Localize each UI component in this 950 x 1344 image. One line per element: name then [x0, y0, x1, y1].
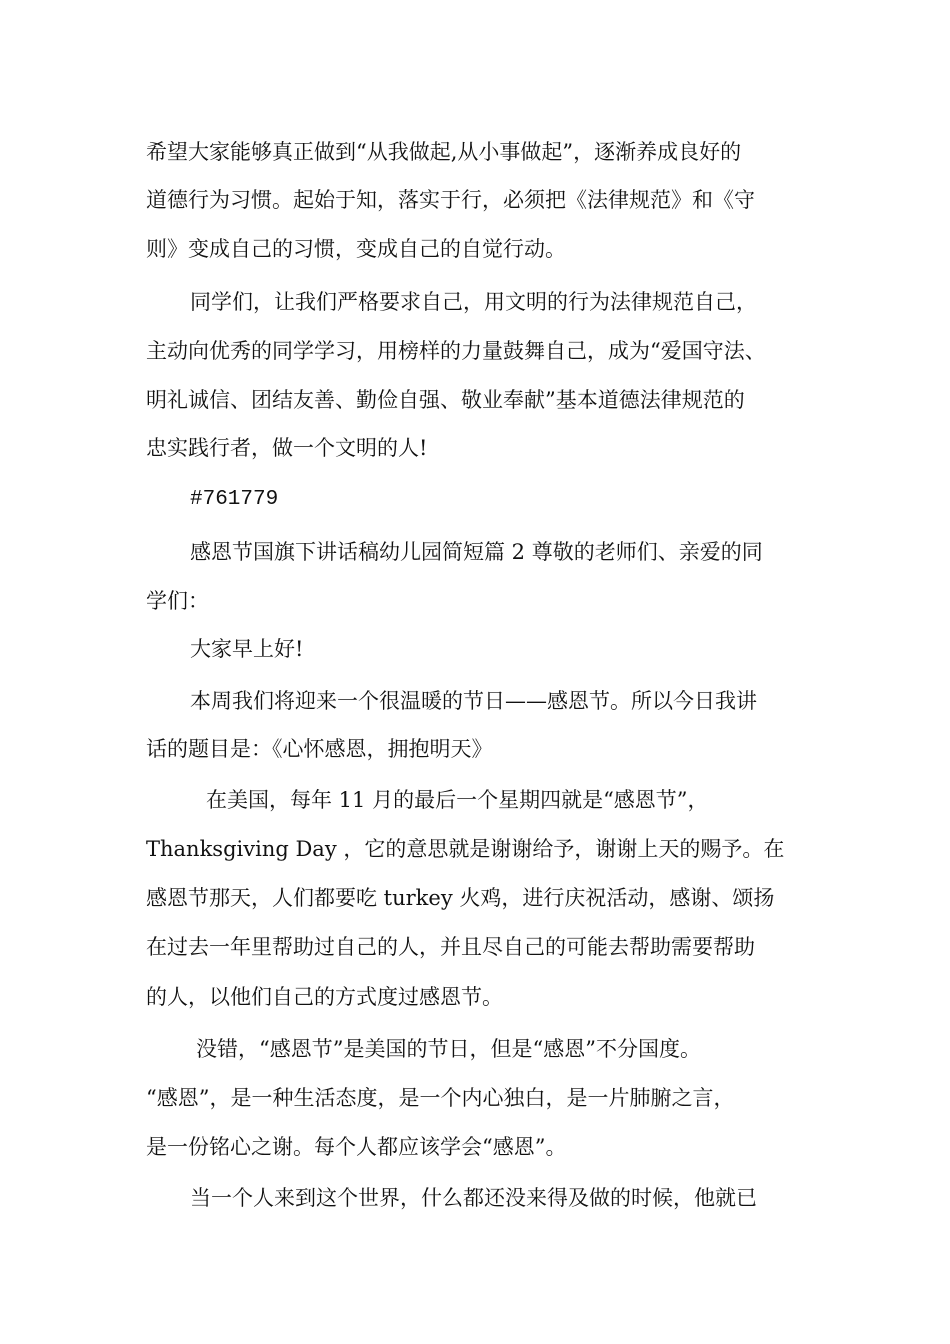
- text-line-7: 忠实践行者，做一个文明的人!: [146, 436, 428, 460]
- text-line-8: #761779: [190, 488, 279, 511]
- text-line-3: 则》变成自己的习惯，变成自己的自觉行动。: [146, 237, 566, 261]
- text-line-22: 当一个人来到这个世界，什么都还没来得及做的时候，他就已: [190, 1186, 757, 1210]
- text-line-18: 的人，以他们自己的方式度过感恩节。: [146, 985, 503, 1009]
- text-line-11: 大家早上好!: [190, 637, 304, 661]
- text-line-19: 没错，“感恩节”是美国的节日，但是“感恩”不分国度。: [196, 1037, 701, 1061]
- text-line-15: Thanksgiving Day ，它的意思就是谢谢给予，谢谢上天的赐予。在: [146, 837, 785, 861]
- text-line-10: 学们：: [146, 589, 209, 613]
- text-line-17: 在过去一年里帮助过自己的人，并且尽自己的可能去帮助需要帮助: [146, 935, 755, 959]
- text-line-13: 话的题目是：《心怀感恩，拥抱明天》: [146, 737, 493, 761]
- text-line-20: “感恩”，是一种生活态度，是一个内心独白，是一片肺腑之言，: [146, 1086, 735, 1110]
- text-line-9: 感恩节国旗下讲话稿幼儿园简短篇 2 尊敬的老师们、亲爱的同: [190, 540, 763, 564]
- text-line-4: 同学们，让我们严格要求自己，用文明的行为法律规范自己，: [190, 290, 757, 314]
- text-line-5: 主动向优秀的同学学习，用榜样的力量鼓舞自己，成为“爱国守法、: [146, 339, 766, 363]
- text-line-1: 希望大家能够真正做到“从我做起,从小事做起”，逐渐养成良好的: [146, 140, 742, 164]
- text-line-2: 道德行为习惯。起始于知，落实于行，必须把《法律规范》和《守: [146, 188, 755, 212]
- text-line-6: 明礼诚信、团结友善、勤俭自强、敬业奉献”基本道德法律规范的: [146, 388, 745, 412]
- text-line-14: 在美国，每年 11 月的最后一个星期四就是“感恩节”，: [206, 788, 709, 812]
- text-line-21: 是一份铭心之谢。每个人都应该学会“感恩”。: [146, 1135, 567, 1159]
- text-line-12: 本周我们将迎来一个很温暖的节日——感恩节。所以今日我讲: [190, 689, 757, 713]
- text-line-16: 感恩节那天，人们都要吃 turkey 火鸡，进行庆祝活动，感谢、颂扬: [146, 886, 775, 910]
